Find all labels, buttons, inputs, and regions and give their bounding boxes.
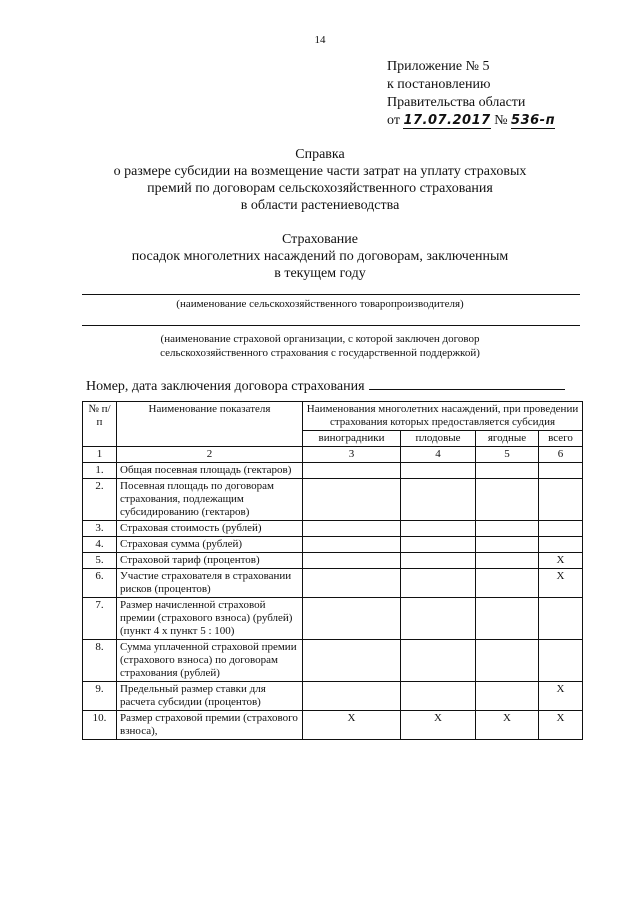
number-prefix: № xyxy=(494,113,508,128)
colnum-3: 3 xyxy=(303,447,401,463)
row-number: 7. xyxy=(83,598,117,640)
header-vineyards: виноградники xyxy=(303,431,401,447)
value-cell[interactable] xyxy=(303,569,401,598)
table-row xyxy=(83,463,583,479)
column-number-row xyxy=(83,447,583,463)
table-row xyxy=(83,553,583,569)
appendix-line-2: к постановлению xyxy=(387,77,491,92)
row-number: 10. xyxy=(83,711,117,740)
row-number: 1. xyxy=(83,463,117,479)
value-cell[interactable] xyxy=(303,537,401,553)
value-cell[interactable] xyxy=(539,479,583,521)
colnum-5: 5 xyxy=(476,447,539,463)
value-cell[interactable] xyxy=(401,537,476,553)
indicator-name: Страховая стоимость (рублей) xyxy=(117,521,303,537)
value-cell[interactable] xyxy=(401,640,476,682)
indicator-name: Предельный размер ставки для расчета субсидии (процентов) xyxy=(117,682,303,711)
contract-fill-line xyxy=(369,377,565,390)
value-cell[interactable] xyxy=(401,521,476,537)
value-cell[interactable] xyxy=(476,537,539,553)
page-number: 14 xyxy=(314,34,326,46)
table-row xyxy=(83,569,583,598)
value-cell[interactable] xyxy=(303,521,401,537)
handwritten-number: 536-п xyxy=(511,113,556,128)
insurer-caption xyxy=(0,332,640,360)
colnum-2: 2 xyxy=(117,447,303,463)
header-berry: ягодные xyxy=(476,431,539,447)
row-number: 5. xyxy=(83,553,117,569)
subtitle-line-1: Страхование xyxy=(282,232,358,247)
indicator-name: Страховая сумма (рублей) xyxy=(117,537,303,553)
value-cell[interactable]: Х xyxy=(539,682,583,711)
header-plantings-group: Наименования многолетних насаждений, при проведении страхования которых предоставляется субсидия xyxy=(303,402,583,431)
appendix-block xyxy=(387,58,555,130)
contract-number-field xyxy=(86,377,565,395)
value-cell[interactable]: Х xyxy=(539,569,583,598)
colnum-6: 6 xyxy=(539,447,583,463)
value-cell[interactable] xyxy=(476,682,539,711)
indicator-name: Участие страхователя в страховании рисков (процентов) xyxy=(117,569,303,598)
title-line-2: о размере субсидии на возмещение части затрат на уплату страховых xyxy=(113,164,527,179)
value-cell[interactable] xyxy=(401,598,476,640)
appendix-line-3: Правительства области xyxy=(387,95,526,110)
value-cell[interactable]: Х xyxy=(401,711,476,740)
insurer-caption-line-2: сельскохозяйственного страхования с государственной поддержкой) xyxy=(160,347,480,359)
value-cell[interactable] xyxy=(476,640,539,682)
producer-caption: (наименование сельскохозяйственного товаропроизводителя) xyxy=(176,298,464,310)
value-cell[interactable] xyxy=(476,598,539,640)
value-cell[interactable] xyxy=(303,463,401,479)
appendix-line-1: Приложение № 5 xyxy=(387,59,490,74)
indicator-name: Страховой тариф (процентов) xyxy=(117,553,303,569)
value-cell[interactable]: Х xyxy=(476,711,539,740)
document-subtitle xyxy=(0,231,640,282)
value-cell[interactable] xyxy=(303,640,401,682)
title-line-4: в области растениеводства xyxy=(240,198,400,213)
value-cell[interactable]: Х xyxy=(539,553,583,569)
value-cell[interactable] xyxy=(539,537,583,553)
row-number: 2. xyxy=(83,479,117,521)
value-cell[interactable] xyxy=(401,553,476,569)
insurer-caption-line-1: (наименование страховой организации, с которой заключен договор xyxy=(160,333,480,345)
header-indicator: Наименование показателя xyxy=(117,402,303,447)
header-fruit: плодовые xyxy=(401,431,476,447)
table-row xyxy=(83,640,583,682)
indicator-name: Посевная площадь по договорам страхования, подлежащим субсидированию (гектаров) xyxy=(117,479,303,521)
document-title xyxy=(0,146,640,214)
indicator-name: Размер страховой премии (страхового взноса), xyxy=(117,711,303,740)
value-cell[interactable]: Х xyxy=(303,711,401,740)
value-cell[interactable] xyxy=(539,521,583,537)
value-cell[interactable] xyxy=(401,479,476,521)
table-row xyxy=(83,479,583,521)
value-cell[interactable] xyxy=(476,553,539,569)
contract-label: Номер, дата заключения договора страхования xyxy=(86,379,365,394)
indicator-name: Сумма уплаченной страховой премии (страхового взноса) по договорам страхования (рублей) xyxy=(117,640,303,682)
producer-fill-line xyxy=(82,294,580,295)
row-number: 9. xyxy=(83,682,117,711)
colnum-1: 1 xyxy=(83,447,117,463)
colnum-4: 4 xyxy=(401,447,476,463)
value-cell[interactable] xyxy=(303,682,401,711)
value-cell[interactable] xyxy=(539,463,583,479)
value-cell[interactable] xyxy=(476,569,539,598)
appendix-date-line xyxy=(387,112,555,130)
table-row xyxy=(83,521,583,537)
subtitle-line-2: посадок многолетних насаждений по договорам, заключенным xyxy=(131,249,509,264)
value-cell[interactable] xyxy=(401,682,476,711)
value-cell[interactable] xyxy=(303,598,401,640)
title-line-1: Справка xyxy=(295,147,345,162)
indicator-name: Общая посевная площадь (гектаров) xyxy=(117,463,303,479)
header-row xyxy=(83,402,583,431)
date-prefix: от xyxy=(387,113,400,128)
row-number: 6. xyxy=(83,569,117,598)
value-cell[interactable] xyxy=(303,479,401,521)
value-cell[interactable] xyxy=(476,479,539,521)
value-cell[interactable]: Х xyxy=(539,711,583,740)
table-row xyxy=(83,711,583,740)
subtitle-line-3: в текущем году xyxy=(274,266,366,281)
value-cell[interactable] xyxy=(303,553,401,569)
value-cell[interactable] xyxy=(539,598,583,640)
value-cell[interactable] xyxy=(401,569,476,598)
title-line-3: премий по договорам сельскохозяйственного страхования xyxy=(147,181,493,196)
table-row xyxy=(83,598,583,640)
header-total: всего xyxy=(539,431,583,447)
value-cell[interactable] xyxy=(476,521,539,537)
table-row xyxy=(83,682,583,711)
handwritten-date: 17.07.2017 xyxy=(403,113,491,128)
header-no: № п/п xyxy=(83,402,117,447)
row-number: 8. xyxy=(83,640,117,682)
row-number: 4. xyxy=(83,537,117,553)
value-cell[interactable] xyxy=(539,640,583,682)
row-number: 3. xyxy=(83,521,117,537)
value-cell[interactable] xyxy=(476,463,539,479)
table-row xyxy=(83,537,583,553)
indicator-name: Размер начисленной страховой премии (страхового взноса) (рублей) (пункт 4 х пункт 5 : 100) xyxy=(117,598,303,640)
insurer-fill-line xyxy=(82,325,580,326)
subsidy-table xyxy=(82,401,583,740)
value-cell[interactable] xyxy=(401,463,476,479)
